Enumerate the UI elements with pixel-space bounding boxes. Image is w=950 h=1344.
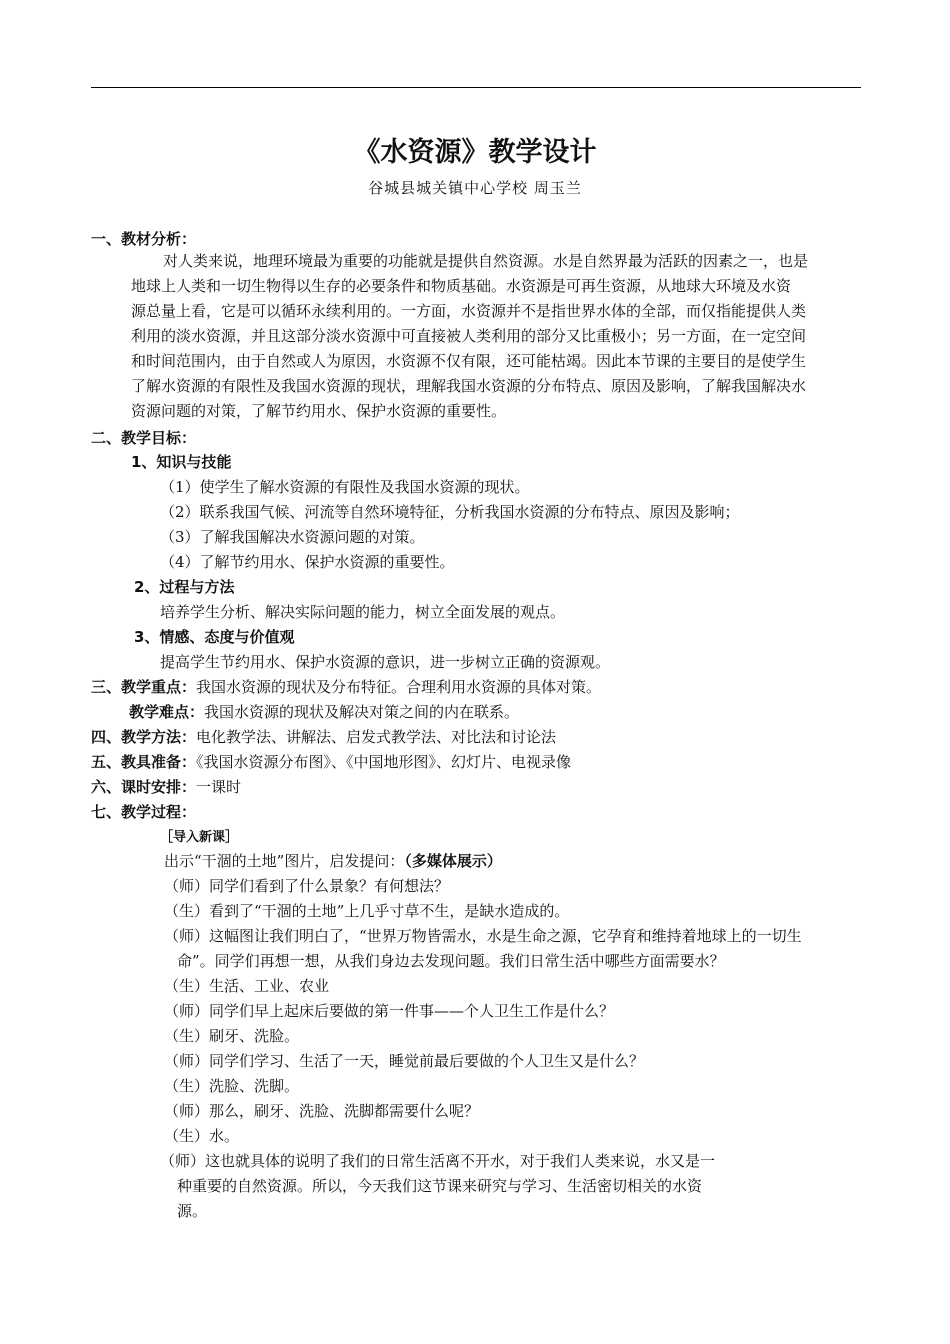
paragraph-line: 了解水资源的有限性及我国水资源的现状，理解我国水资源的分布特点、原因及影响，了解我国解决水 xyxy=(131,377,807,395)
paragraph-line: 对人类来说，地理环境最为重要的功能就是提供自然资源。水是自然界最为活跃的因素之一，也是 xyxy=(163,252,809,270)
difficulty-text: 我国水资源的现状及解决对策之间的内在联系。 xyxy=(204,703,520,721)
goal-3-text: 提高学生节约用水、保护水资源的意识，进一步树立正确的资源观。 xyxy=(160,653,611,671)
document-author: 谷城县城关镇中心学校 周玉兰 xyxy=(368,179,582,197)
difficulty-row xyxy=(129,701,519,722)
section-2-heading: 二、教学目标： xyxy=(91,429,197,447)
section-4-heading: 四、教学方法： xyxy=(91,728,197,746)
paragraph-line: 源总量上看，它是可以循环永续利用的。一方面，水资源并不是指世界水体的全部，而仅指能提供人类 xyxy=(131,302,807,320)
dialog-line: （生）刷牙、洗脸。 xyxy=(164,1027,300,1045)
dialog-line: （生）生活、工业、农业 xyxy=(164,977,330,995)
dialog-line: （师）那么，刷牙、洗脸、洗脚都需要什么呢？ xyxy=(164,1102,480,1120)
dialog-line: 源。 xyxy=(177,1202,208,1220)
goal-1-heading: 1、知识与技能 xyxy=(131,453,232,471)
dialog-line: （师）这也就具体的说明了我们的日常生活离不开水，对于我们人类来说，水又是一 xyxy=(160,1152,716,1170)
multimedia-note: （多媒体展示） xyxy=(404,852,502,870)
goal-3-heading: 3、情感、态度与价值观 xyxy=(134,628,295,646)
paragraph-line: 资源问题的对策，了解节约用水、保护水资源的重要性。 xyxy=(131,402,507,420)
dialog-line: （师）同学们看到了什么景象？有何想法？ xyxy=(164,877,450,895)
paragraph-line: 地球上人类和一切生物得以生存的必要条件和物质基础。水资源是可再生资源，从地球大环境及水资 xyxy=(131,277,792,295)
section-7-heading: 七、教学过程： xyxy=(91,803,197,821)
section-6-row xyxy=(91,776,241,797)
dialog-line: （生）水。 xyxy=(164,1127,240,1145)
goal-item: （2）联系我国气候、河流等自然环境特征，分析我国水资源的分布特点、原因及影响； xyxy=(160,503,740,521)
dialog-line: （师）同学们早上起床后要做的第一件事——个人卫生工作是什么？ xyxy=(164,1002,615,1020)
section-3-text: 我国水资源的现状及分布特征。合理利用水资源的具体对策。 xyxy=(196,678,602,696)
goal-item: （3）了解我国解决水资源问题的对策。 xyxy=(160,528,425,546)
section-5-text: 《我国水资源分布图》、《中国地形图》、幻灯片、电视录像 xyxy=(196,753,572,771)
goal-item: （4）了解节约用水、保护水资源的重要性。 xyxy=(160,553,455,571)
paragraph-line: 和时间范围内，由于自然或人为原因，水资源不仅有限，还可能枯竭。因此本节课的主要目的是使学生 xyxy=(131,352,807,370)
section-1-heading: 一、教材分析： xyxy=(91,230,197,248)
difficulty-heading: 教学难点： xyxy=(129,703,205,721)
goal-2-heading: 2、过程与方法 xyxy=(134,578,235,596)
lesson-intro-tag: ［导入新课］ xyxy=(160,830,239,845)
section-5-row xyxy=(91,751,571,772)
section-1-paragraph xyxy=(131,249,869,424)
lesson-intro-text: 出示“干涸的土地”图片，启发提问： xyxy=(164,852,405,870)
dialog-line: （师）同学们学习、生活了一天，睡觉前最后要做的个人卫生又是什么？ xyxy=(164,1052,645,1070)
section-3-heading: 三、教学重点： xyxy=(91,678,197,696)
paragraph-line: 利用的淡水资源，并且这部分淡水资源中可直接被人类利用的部分又比重极小；另一方面，在一定空间 xyxy=(131,327,807,345)
section-6-text: 一课时 xyxy=(196,778,242,796)
dialog-line: 种重要的自然资源。所以，今天我们这节课来研究与学习、生活密切相关的水资 xyxy=(177,1177,703,1195)
dialog-line: （师）这幅图让我们明白了，“世界万物皆需水，水是生命之源，它孕育和维持着地球上的一切生 xyxy=(164,927,802,945)
dialog-line: （生）看到了“干涸的土地”上几乎寸草不生，是缺水造成的。 xyxy=(164,902,570,920)
lesson-intro-row xyxy=(164,850,502,871)
dialog-line: 命”。同学们再想一想，从我们身边去发现问题。我们日常生活中哪些方面需要水？ xyxy=(177,952,725,970)
dialog-line: （生）洗脸、洗脚。 xyxy=(164,1077,300,1095)
section-5-heading: 五、教具准备： xyxy=(91,753,197,771)
section-3-row xyxy=(91,676,601,697)
section-4-text: 电化教学法、讲解法、启发式教学法、对比法和讨论法 xyxy=(196,728,557,746)
section-4-row xyxy=(91,726,556,747)
section-6-heading: 六、课时安排： xyxy=(91,778,197,796)
header-rule xyxy=(91,87,861,88)
goal-2-text: 培养学生分析、解决实际问题的能力，树立全面发展的观点。 xyxy=(160,603,566,621)
goal-item: （1）使学生了解水资源的有限性及我国水资源的现状。 xyxy=(160,478,530,496)
document-title: 《水资源》教学设计 xyxy=(353,137,597,168)
